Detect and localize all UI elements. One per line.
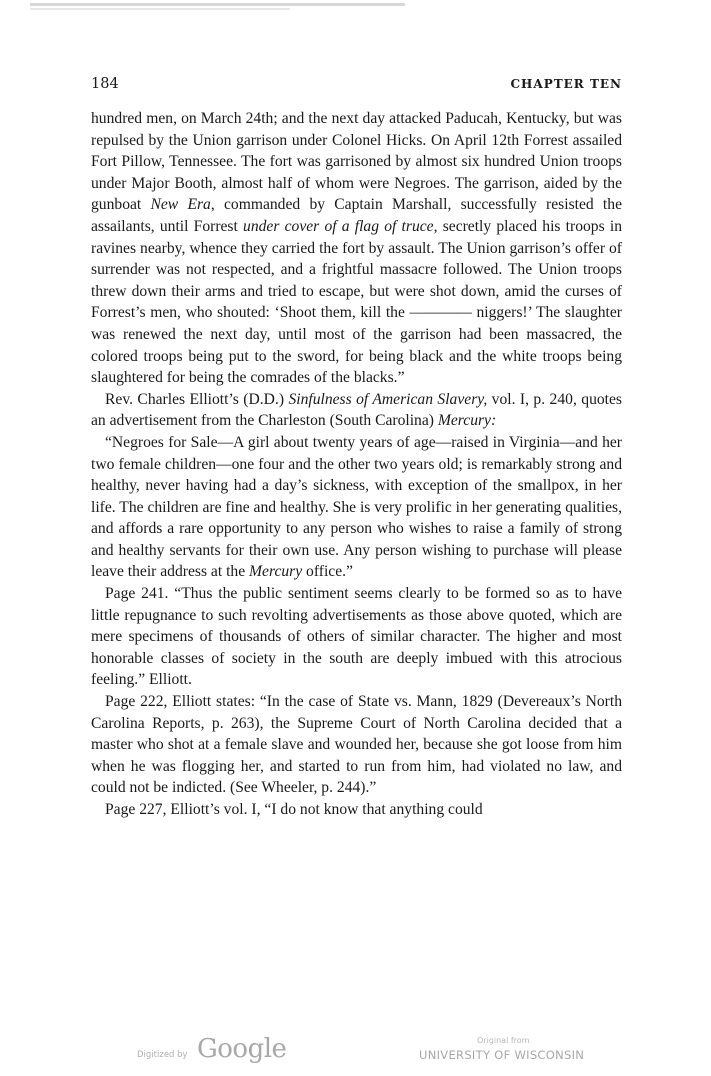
italic-run: Mercury: [249, 563, 303, 581]
italic-run: Sinfulness of American Slavery,: [288, 390, 488, 408]
text-run: , commanded by Captain Marshall, successfully resisted the assailants, until Forrest: [91, 196, 622, 235]
scan-edge-mark: [30, 3, 405, 6]
page-number: 184: [91, 76, 119, 92]
chapter-title: CHAPTER TEN: [510, 77, 622, 91]
paragraph: [91, 389, 622, 432]
text-run: vol. I, p. 240, quotes an advertisement from the Charleston (South Carolina): [91, 390, 622, 430]
paragraph: [91, 108, 622, 389]
body-text: [91, 108, 622, 821]
digitization-footer: [0, 1036, 711, 1076]
running-head: [91, 76, 622, 92]
google-logo: Google: [197, 1034, 287, 1064]
italic-run: under cover of a flag of truce,: [243, 217, 438, 235]
text-run: “Negroes for Sale—A girl about twenty years of age—raised in Virginia—and her two female children—one four and the other two years old; is remarkably strong and healthy, never having had a day’s sickness, with exception of the smallpox, in her life. The children are fine and healthy. She is very prolific in her generating qualities, and affords a rare opportunity to any person who wishes to raise a family of strong and healthy servants for their own use. Any person wishing to purchase will please leave their address at the: [91, 433, 622, 581]
original-from-label: Original from: [477, 1036, 530, 1045]
italic-run: Mercury:: [437, 412, 497, 430]
scan-edge-mark: [30, 8, 290, 10]
paragraph: [91, 432, 622, 583]
italic-run: New Era: [150, 196, 211, 214]
text-run: hundred men, on March 24th; and the next day attacked Paducah, Kentucky, but was repulsed by the Union garrison under Colonel Hicks. On April 12th Forrest assailed Fort Pillow, Tennessee. The fort was garrisoned by almost six hundred Union troops under Major Booth, almost half of whom were Negroes. The garrison, aided by the gunboat: [91, 110, 622, 214]
paragraph: Page 241. “Thus the public sentiment seems clearly to be formed so as to have little repugnance to such revolting advertisements as those above quoted, which are mere specimens of thousands of others of similar character. The higher and most honorable classes of society in the south are deeply imbued with this atrocious feeling.” Elliott.: [91, 585, 622, 689]
paragraph: Page 227, Elliott’s vol. I, “I do not know that anything could: [105, 801, 483, 818]
digitized-by-label: Digitized by: [137, 1050, 188, 1060]
university-label: UNIVERSITY OF WISCONSIN: [419, 1048, 585, 1062]
text-run: office.”: [302, 563, 353, 581]
book-page: [91, 76, 622, 821]
text-run: Rev. Charles Elliott’s (D.D.): [105, 390, 289, 408]
text-run: secretly placed his troops in ravines nearby, whence they carried the fort by assault. The Union garrison’s offer of surrender was not respected, and a frightful massacre followed. The Union troops threw down their arms and tried to escape, but were shot down, amid the curses of Forrest’s men, who shouted: ‘Shoot them, kill the ———— niggers!’ The slaughter was renewed the next day, until most of the garrison had been massacred, the colored troops being put to the sword, for being black and the white troops being slaughtered for being the comrades of the blacks.”: [91, 217, 622, 387]
paragraph: Page 222, Elliott states: “In the case of State vs. Mann, 1829 (Devereaux’s North Carolina Reports, p. 263), the Supreme Court of North Carolina decided that a master who shot at a female slave and wounded her, because she got loose from him when he was flogging her, and started to run from him, had violated no law, and could not be indicted. (See Wheeler, p. 244).”: [91, 693, 622, 797]
